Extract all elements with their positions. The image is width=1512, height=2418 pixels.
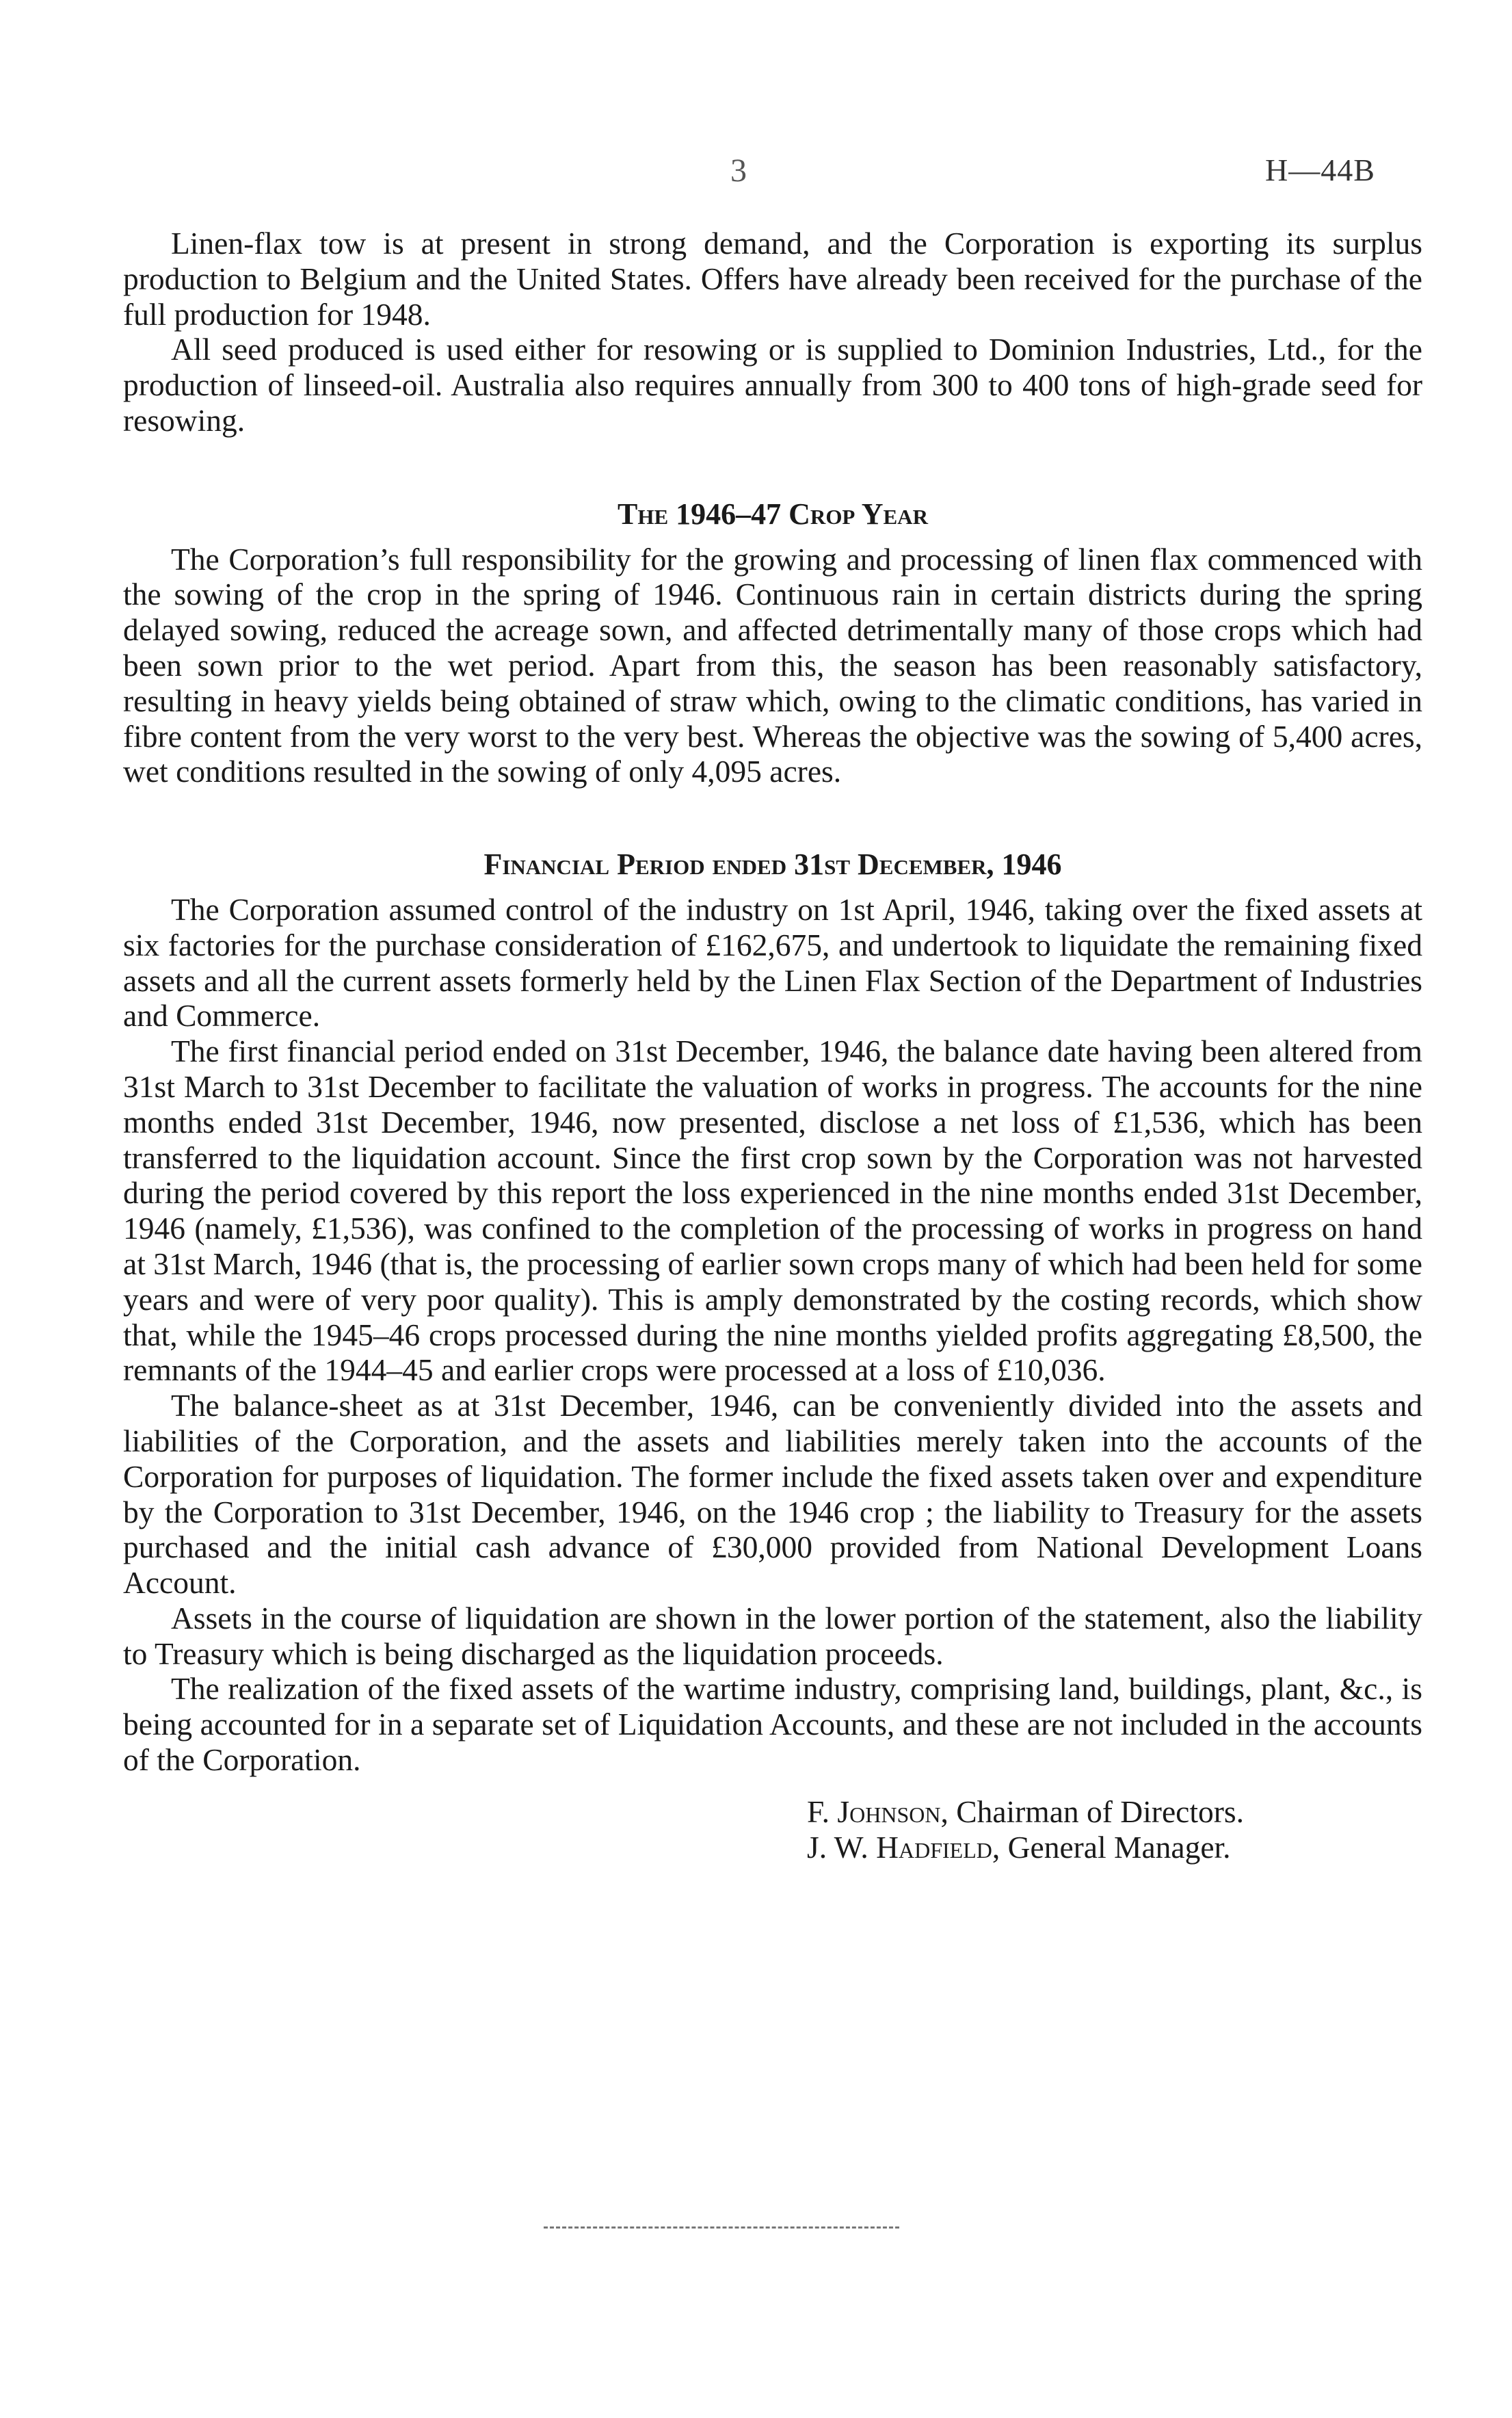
closing-rule — [544, 2226, 899, 2229]
signature-block — [807, 1794, 1422, 1865]
paragraph-realization: The realization of the fixed assets of the wartime industry, comprising land, buildings, plant, &c., is being accounted for in a separate set of Liquidation Accounts, and these are not included in the accounts of the Corporation. — [123, 1671, 1422, 1778]
paragraph-crop-year: The Corporation’s full responsibility for the growing and processing of linen flax commenced with the sowing of the crop in the spring of 1946. Continuous rain in certain districts during the spring delayed sowing, reduced the acreage sown, and affected detrimentally many of those crops which had been sown prior to the wet period. Apart from this, the season has been reasonably satisfactory, resulting in heavy yields being obtained of straw which, owing to the climatic conditions, has varied in fibre content from the very worst to the very best. Whereas the objective was the sowing of 5,400 acres, wet conditions resulted in the sowing of only 4,095 acres. — [123, 541, 1422, 789]
section-heading-financial-period: Financial Period ended 31st December, 1946 — [483, 847, 1062, 882]
signatory-title: , Chairman of Directors. — [940, 1793, 1244, 1829]
signature-line — [807, 1830, 1422, 1865]
paragraph-first-financial-period: The first financial period ended on 31st December, 1946, the balance date having been altered from 31st March to 31st December to facilitate the valuation of works in progress. The accounts for the nine months ended 31st December, 1946, now presented, disclose a net loss of £1,536, which has been transferred to the liquidation account. Since the first crop sown by the Corporation was not harvested during the period covered by this report the loss experienced in the nine months ended 31st December, 1946 (namely, £1,536), was confined to the completion of the processing of works in progress on hand at 31st March, 1946 (that is, the processing of earlier sown crops many of which had been held for some years and were of very poor quality). This is amply demonstrated by the costing records, which show that, while the 1945–46 crops processed during the nine months yielded profits aggregating £8,500, the remnants of the 1944–45 and earlier crops were processed at a loss of £10,036. — [123, 1034, 1422, 1388]
paragraph-balance-sheet: The balance-sheet as at 31st December, 1946, can be conveniently divided into the assets and liabilities of the Corporation, and the assets and liabilities merely taken into the accounts of the Corporation for purposes of liquidation. The former include the fixed assets taken over and expenditure by the Corporation to 31st December, 1946, on the 1946 crop ; the liability to Treasury for the assets purchased and the initial cash advance of £30,000 provided from National Development Loans Account. — [123, 1388, 1422, 1601]
signatory-title: , General Manager. — [992, 1829, 1231, 1865]
document-reference: H—44B — [1265, 153, 1375, 187]
signatory-name: J. W. Hadfield — [807, 1829, 992, 1865]
signature-line — [807, 1794, 1422, 1830]
paragraph-assumed-control: The Corporation assumed control of the industry on 1st April, 1946, taking over the fixed assets at six factories for the purchase consideration of £162,675, and undertook to liquidate the remaining fixed assets and all the current assets formerly held by the Linen Flax Section of the Department of Industries and Commerce. — [123, 891, 1422, 1034]
document-body — [123, 226, 1422, 1865]
paragraph-assets-liquidation: Assets in the course of liquidation are shown in the lower portion of the statement, also the liability to Treasury which is being discharged as the liquidation proceeds. — [123, 1600, 1422, 1671]
paragraph-seed-usage: All seed produced is used either for resowing or is supplied to Dominion Industries, Ltd., for the production of linseed-oil. Australia also requires annually from 300 to 400 tons of high-grade seed for resowing. — [123, 332, 1422, 438]
paragraph-linen-flax-tow: Linen-flax tow is at present in strong demand, and the Corporation is exporting its surplus production to Belgium and the United States. Offers have already been received for the purchase of the full production for 1948. — [123, 226, 1422, 332]
signatory-name: F. Johnson — [807, 1793, 941, 1829]
page-number: 3 — [730, 153, 747, 189]
section-heading-crop-year: The 1946–47 Crop Year — [618, 497, 928, 531]
